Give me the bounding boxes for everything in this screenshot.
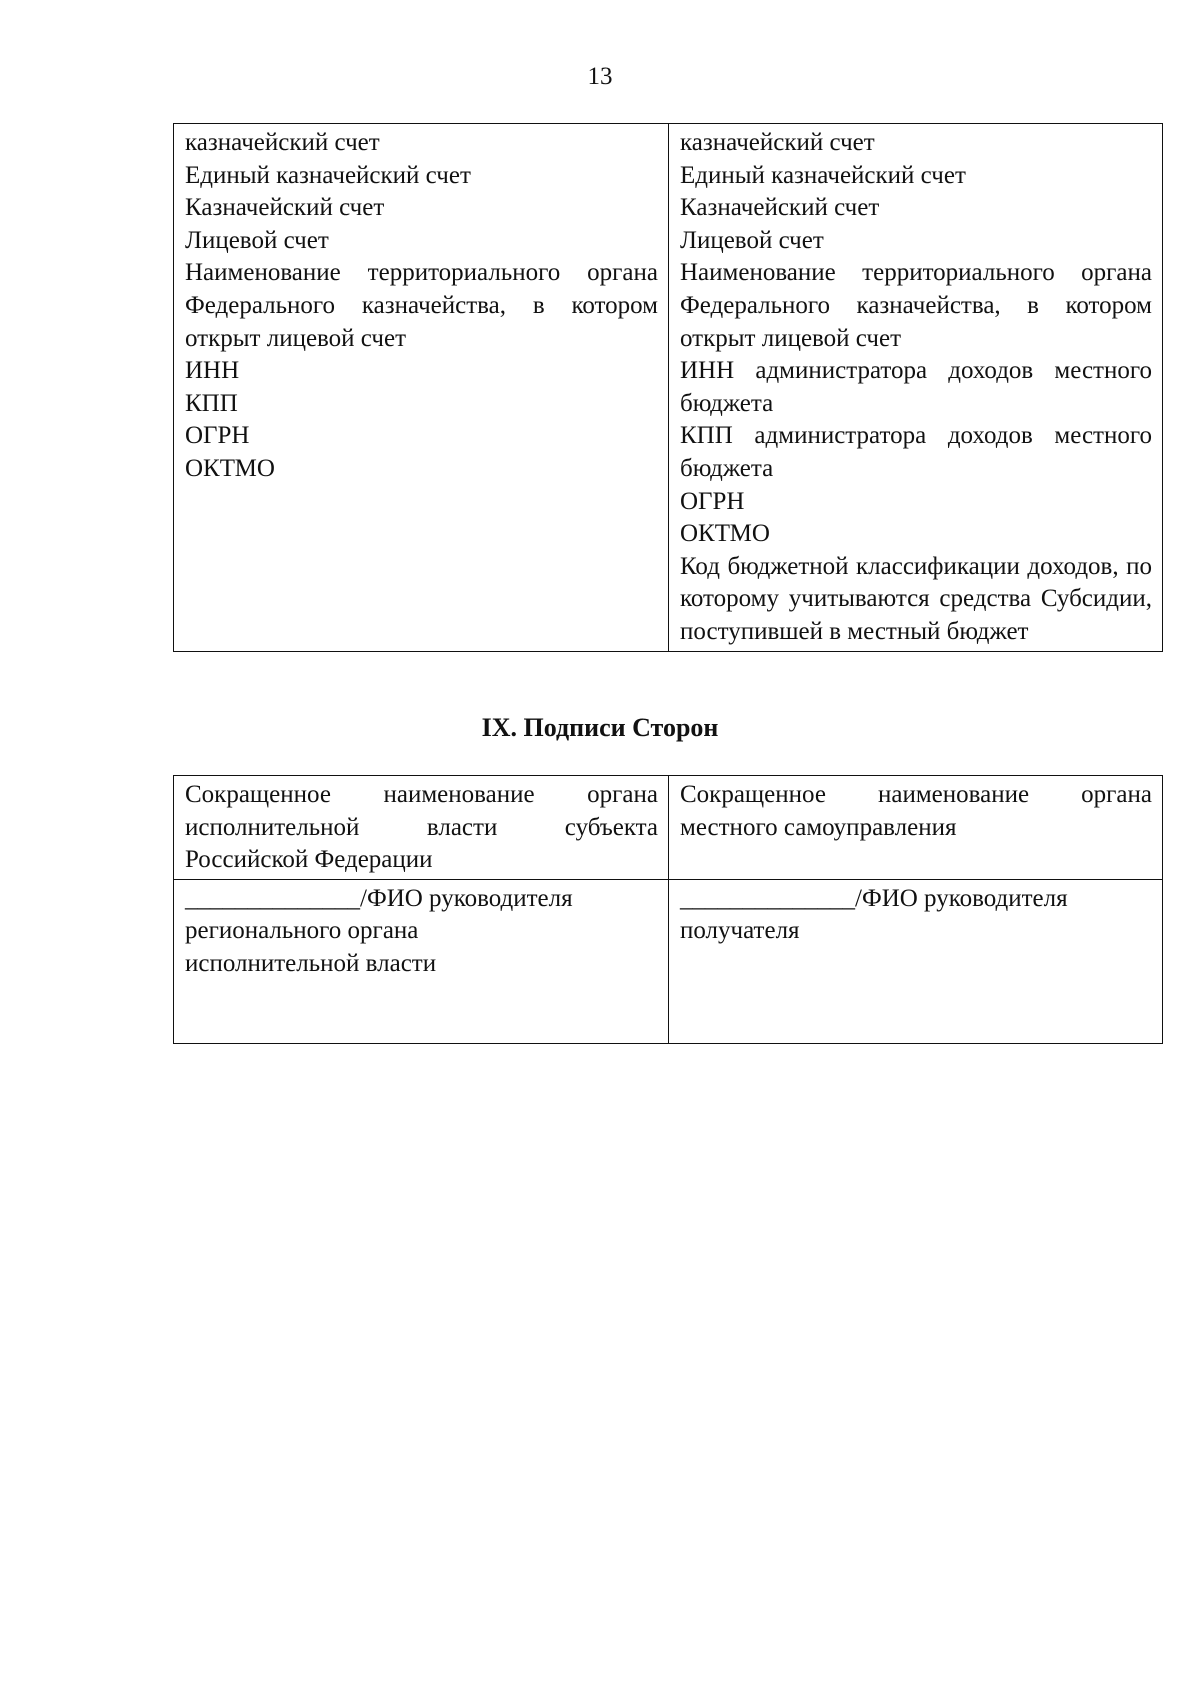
list-item: Наименование территориального органа Федерального казначейства, в котором открыт лицевой счет bbox=[185, 259, 658, 352]
list-item: Единый казначейский счет bbox=[185, 161, 471, 189]
list-item: ОГРН bbox=[185, 422, 250, 450]
table-row bbox=[174, 776, 1163, 880]
list-item: Лицевой счет bbox=[185, 226, 329, 254]
signature-blank: ______________ bbox=[680, 884, 855, 912]
signatory-right-name: Сокращенное наименование органа местного самоуправления bbox=[680, 781, 1152, 841]
list-item: казначейский счет bbox=[185, 129, 380, 156]
list-item: ОГРН bbox=[680, 487, 745, 515]
list-item: казначейский счет bbox=[680, 129, 875, 156]
list-item: ИНН bbox=[185, 357, 240, 385]
list-item: Код бюджетной классификации доходов, по которому учитываются средства Субсидии, поступившей в местный бюджет bbox=[680, 552, 1152, 645]
list-item: Единый казначейский счет bbox=[680, 161, 966, 189]
requisites-right-cell bbox=[669, 124, 1163, 652]
list-item: ИНН администратора доходов местного бюджета bbox=[680, 357, 1152, 417]
list-item: Казначейский счет bbox=[185, 194, 385, 222]
signatory-right-header bbox=[669, 776, 1163, 880]
requisites-table bbox=[173, 123, 1163, 652]
section-title: IX. Подписи Сторон bbox=[481, 713, 719, 742]
signature-line-left bbox=[185, 883, 658, 916]
signature-right-cell bbox=[669, 879, 1163, 1043]
table-row bbox=[174, 879, 1163, 1043]
list-item: Наименование территориального органа Федерального казначейства, в котором открыт лицевой счет bbox=[680, 259, 1152, 352]
signature-description: получателя bbox=[680, 917, 800, 945]
signature-label: /ФИО руководителя bbox=[855, 884, 1068, 912]
signatory-left-header bbox=[174, 776, 669, 880]
signature-line-right bbox=[680, 883, 1152, 916]
signature-label: /ФИО руководителя bbox=[360, 884, 573, 912]
list-item: Казначейский счет bbox=[680, 194, 880, 222]
list-item: КПП администратора доходов местного бюджета bbox=[680, 422, 1152, 482]
signatures-table bbox=[173, 775, 1163, 1044]
signature-description: исполнительной власти bbox=[185, 949, 437, 977]
list-item: ОКТМО bbox=[680, 520, 770, 548]
table-row bbox=[174, 124, 1163, 652]
list-item: ОКТМО bbox=[185, 454, 275, 482]
signature-blank: ______________ bbox=[185, 884, 360, 912]
page-number: 13 bbox=[587, 63, 613, 90]
signature-description: регионального органа bbox=[185, 917, 419, 945]
signatory-left-name: Сокращенное наименование органа исполнительной власти субъекта Российской Федерации bbox=[185, 781, 658, 874]
list-item: КПП bbox=[185, 389, 238, 417]
list-item: Лицевой счет bbox=[680, 226, 824, 254]
requisites-left-cell bbox=[174, 124, 669, 652]
signature-left-cell bbox=[174, 879, 669, 1043]
